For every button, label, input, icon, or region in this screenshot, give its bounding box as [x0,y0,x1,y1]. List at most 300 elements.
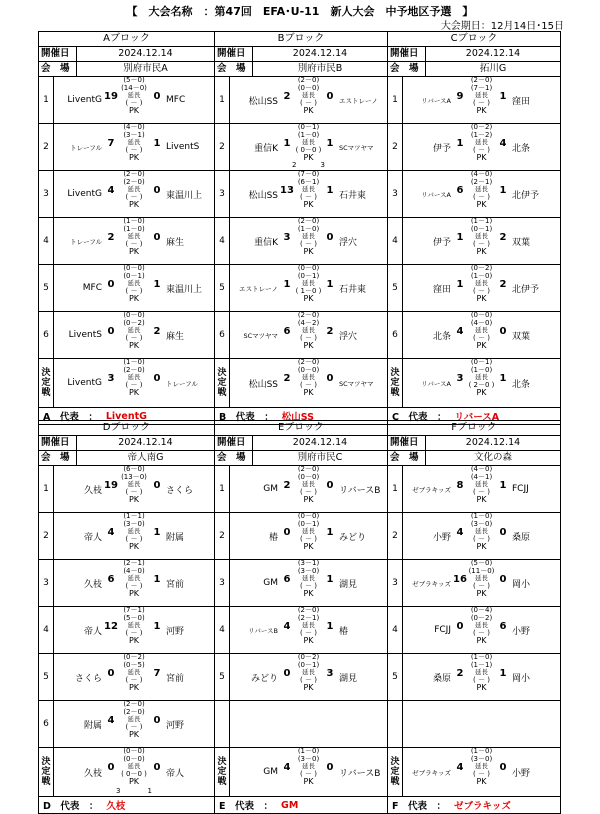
rep-letter: F [392,801,408,812]
match-number: 3 [39,171,54,217]
extra-score: ( － ) [125,239,143,248]
extra-label: 延長 [475,373,488,381]
extra-score: ( － ) [125,487,143,496]
representative-row [39,797,214,813]
match-body [54,466,214,512]
date-value: 2024.12.14 [465,437,521,448]
extra-score: ( － ) [125,628,143,637]
score-left: 6 [283,574,291,585]
pk-label: PK [128,200,140,209]
match-number: 6 [39,312,54,358]
team-left: ゼブラキッズ [412,579,451,588]
pk-label: PK [303,388,314,397]
extra-label: 延長 [302,185,315,193]
match-number: 3 [388,171,403,217]
score-left: 1 [283,279,291,290]
representative-row [388,797,560,813]
first-half: (2－0) [123,170,145,178]
extra-label: 延長 [302,326,315,334]
extra-score: ( － ) [473,534,490,543]
match-body [403,607,560,653]
team-left: LiventG [67,95,102,105]
rep-team: リバースA [454,412,500,423]
block-f [387,420,561,814]
match-body [403,171,560,217]
half-scores [114,124,154,162]
match-body [403,359,560,407]
team-left: 伊予 [432,143,451,154]
match-row [215,607,387,654]
score-left: 0 [283,527,291,538]
match-number: 5 [215,265,230,311]
score-right: 1 [326,574,334,585]
score-left: 19 [104,91,118,102]
pk-label: PK [128,777,140,786]
extra-score: ( － ) [473,192,490,201]
second-half: (7－1) [470,83,493,92]
score-left: 4 [456,762,464,773]
first-half: (2－0) [297,465,320,473]
score-right: 6 [499,621,507,632]
first-half: (2－0) [470,76,493,84]
half-scores [114,701,154,739]
second-half: (3－1) [123,130,145,139]
score-left: 2 [283,91,291,102]
extra-label: 延長 [475,762,488,770]
extra-label: 延長 [475,138,488,146]
pk-label: PK [476,495,487,504]
team-right: 北条 [512,143,531,154]
date-value: 2024.12.14 [465,48,521,59]
date-value: 2024.12.14 [118,48,173,59]
extra-label: 延長 [475,621,488,629]
second-half: (0－1) [297,519,320,528]
team-right: 小野 [512,768,531,779]
match-body [403,466,560,512]
team-right: 湖見 [339,673,358,684]
date-label: 開催日 [388,47,426,61]
representative-row [215,797,387,813]
extra-score: ( － ) [125,581,143,590]
extra-score: ( － ) [300,333,317,342]
pk-label: PK [476,542,487,551]
team-left: トレーフル [70,237,102,246]
rep-label: 代表 ： [59,412,98,423]
team-right: 岡小 [512,673,531,684]
first-half: (1－0) [123,358,145,366]
second-half: (11－0) [468,566,495,575]
pk-label: PK [303,153,314,162]
first-half: (4－0) [123,123,145,131]
first-half: (2－1) [123,559,145,567]
score-right: 1 [326,621,334,632]
score-left: 4 [456,527,464,538]
score-left: 4 [107,185,115,196]
venue-row [388,451,560,466]
team-left: リバースB [248,626,278,635]
extra-label: 延長 [302,527,315,535]
score-right: 1 [499,668,507,679]
half-scores [114,560,154,598]
first-half: (0－2) [297,653,320,661]
final-label: 決 定 戦 [39,359,54,407]
extra-label: 延長 [127,574,141,582]
score-right: 1 [326,527,334,538]
pk-label: PK [476,153,487,162]
score-right: 0 [326,91,334,102]
second-half: (0－1) [297,271,320,280]
match-body [403,265,560,311]
extra-score: ( 0－0 ) [121,769,147,778]
score-right: 1 [499,480,507,491]
score-right: 1 [326,279,334,290]
second-half: (3－0) [297,754,320,763]
score-left: 4 [283,621,291,632]
match-number: 1 [39,77,54,123]
score-left: 4 [283,762,291,773]
match-body [54,607,214,653]
match-body [54,218,214,264]
first-half: (0－2) [123,653,145,661]
match-body [230,124,387,170]
extra-label: 延長 [127,373,141,381]
score-right: 1 [153,138,161,149]
match-row [388,265,560,312]
match-row [39,124,214,171]
match-number: 2 [39,513,54,559]
second-half: (5－0) [123,613,145,622]
extra-label: 延長 [127,91,141,99]
extra-label: 延長 [127,762,141,770]
first-half: (0－4) [470,606,493,614]
extra-score: ( － ) [473,675,490,684]
second-half: (2－0) [123,365,145,374]
match-number: 2 [215,124,230,170]
second-half: (3－0) [470,519,493,528]
pk-label: PK [303,683,314,692]
match-number [215,701,230,747]
pk-label: PK [128,542,140,551]
score-left: 0 [107,326,115,337]
match-body [230,654,387,700]
rep-team: GM [281,799,299,811]
match-number: 1 [215,466,230,512]
extra-score: ( － ) [125,534,143,543]
match-row [215,312,387,359]
half-scores [114,359,154,397]
team-right: 桑原 [512,532,531,543]
score-left: 1 [456,232,464,243]
block-name: Cブロック [388,32,560,47]
final-match [215,359,387,408]
final-match [388,359,560,408]
pk-label: PK [303,294,314,303]
half-scores [114,218,154,256]
date-row [388,47,560,62]
half-scores [114,748,154,786]
team-left: LiventG [67,378,102,388]
team-left: 附属 [83,720,102,731]
match-body [54,654,214,700]
first-half: (2－0) [297,217,320,225]
team-left: FCJJ [434,625,451,635]
team-left: 帝人 [83,626,102,637]
score-right: 0 [326,480,334,491]
rep-label: 代表 ： [408,412,447,423]
team-right: 麻生 [166,331,185,342]
match-row [215,171,387,218]
match-row [388,312,560,359]
team-left: GM [263,484,278,494]
match-row [39,312,214,359]
pk-label: PK [303,589,314,598]
pk-label: PK [476,106,487,115]
match-row [388,513,560,560]
score-left: 0 [107,279,115,290]
second-half: (1－0) [470,271,493,280]
venue-value: 帝人南G [127,452,164,463]
venue-row [388,62,560,77]
extra-score: ( － ) [125,722,143,731]
team-right: LiventS [166,142,200,152]
extra-label: 延長 [475,232,488,240]
match-body [54,312,214,358]
block-name: Dブロック [39,421,214,436]
score-left: 2 [107,232,115,243]
empty-row [215,701,387,748]
score-right: 0 [326,232,334,243]
pk-label: PK [476,294,487,303]
team-right: 附属 [166,532,185,543]
venue-label: 会 場 [39,451,77,465]
team-right: 椿 [339,626,349,637]
extra-score: ( － ) [125,192,143,201]
team-right: 双葉 [512,331,531,342]
extra-label: 延長 [475,668,488,676]
team-left: リバースA [421,96,451,105]
score-right: 1 [153,279,161,290]
pk-label: PK [128,683,140,692]
pk-label: PK [303,542,314,551]
second-half: (4－2) [297,318,320,327]
first-half: (1－0) [470,747,493,755]
match-row [39,466,214,513]
first-half: (7－1) [123,606,145,614]
team-left: ゼブラキッズ [412,485,451,494]
date-row [215,436,387,451]
final-label: 決 定 戦 [215,359,230,407]
venue-value: 別府市民C [297,452,343,463]
score-right: 0 [153,480,161,491]
date-label: 開催日 [39,47,77,61]
extra-label: 延長 [302,279,315,287]
second-half: (2－1) [470,177,493,186]
pk-label: PK [128,589,140,598]
second-half: (0－2) [123,318,145,327]
match-body [230,466,387,512]
match-row [215,466,387,513]
score-right: 1 [153,527,161,538]
team-right: 宮前 [166,673,185,684]
match-row [388,607,560,654]
match-body [230,748,387,796]
team-right: FCJJ [512,484,529,494]
team-right: 浮穴 [339,237,358,248]
score-right: 2 [499,232,507,243]
match-number: 3 [39,560,54,606]
match-number: 5 [39,265,54,311]
score-right: 2 [153,326,161,337]
extra-score: ( － ) [473,628,490,637]
pk-label: PK [476,636,487,645]
score-left: 4 [107,715,115,726]
second-half: (3－0) [297,566,320,575]
half-scores [114,265,154,303]
match-number: 1 [215,77,230,123]
match-number: 6 [388,312,403,358]
extra-label: 延長 [302,138,315,146]
match-row [215,124,387,171]
score-left: 0 [107,762,115,773]
match-row [39,701,214,748]
second-half: (0－0) [297,83,320,92]
match-body [230,77,387,123]
score-right: 0 [153,185,161,196]
venue-value: 別府市民B [297,63,343,74]
first-half: (1－0) [470,512,493,520]
extra-score: ( － ) [300,380,317,389]
match-row [39,171,214,218]
score-left: 3 [107,373,115,384]
match-number [388,701,403,747]
first-half: (5－0) [470,559,493,567]
half-scores [114,654,154,692]
match-row [39,218,214,265]
score-right: 0 [153,715,161,726]
match-row [388,171,560,218]
team-left: 久枝 [83,768,102,779]
score-right: 1 [153,574,161,585]
match-body [230,513,387,559]
extra-score: ( － ) [125,286,143,295]
pk-label: PK [476,200,487,209]
first-half: (1－1) [470,217,493,225]
extra-label: 延長 [302,480,315,488]
team-left: 窪田 [432,284,451,295]
team-left: 椿 [268,532,278,543]
rep-team: 松山SS [281,412,315,423]
team-left: エストレーノ [239,284,278,293]
team-right: SCマツヤマ [339,379,374,388]
pk-label: PK [128,106,140,115]
extra-label: 延長 [127,480,141,488]
venue-row [215,62,387,77]
pk-label: PK [476,777,487,786]
score-right: 0 [153,762,161,773]
half-scores [114,77,154,115]
team-right: エストレーノ [339,96,378,105]
pk-label: PK [476,388,487,397]
second-half: (0－1) [297,660,320,669]
match-body [54,560,214,606]
match-body [230,171,387,217]
rep-letter: E [219,801,235,812]
venue-row [39,451,214,466]
score-left: 13 [280,185,294,196]
extra-score: ( － ) [125,333,143,342]
extra-score: ( － ) [473,581,490,590]
team-left: トレーフル [70,143,102,152]
score-left: 4 [456,326,464,337]
first-half: (0－2) [470,123,493,131]
first-half: (3－1) [297,559,320,567]
extra-label: 延長 [302,762,315,770]
match-row [215,77,387,124]
extra-label: 延長 [127,527,141,535]
match-body [230,607,387,653]
match-row [39,607,214,654]
match-number: 4 [388,607,403,653]
extra-label: 延長 [127,232,141,240]
extra-label: 延長 [475,574,488,582]
pk-score-right: 1 [147,787,152,795]
second-half: (0－5) [123,660,145,669]
match-row [39,654,214,701]
half-scores [114,513,154,551]
first-half: (2－0) [297,311,320,319]
half-scores [114,466,154,504]
score-right: 4 [499,138,507,149]
date-row [39,436,214,451]
match-body [54,171,214,217]
first-half: (1－0) [297,747,320,755]
pk-label: PK [128,294,140,303]
match-body [403,124,560,170]
score-left: 19 [104,480,118,491]
extra-score: ( － ) [300,581,317,590]
pk-score-left: 3 [116,787,121,795]
match-number: 3 [215,560,230,606]
extra-score: ( － ) [473,239,490,248]
team-left: SCマツヤマ [243,331,278,340]
extra-label: 延長 [302,373,315,381]
first-half: (4－0) [470,465,493,473]
pk-label: PK [476,683,487,692]
score-left: 2 [283,373,291,384]
team-right: 湖見 [339,579,358,590]
second-half: (4－0) [470,318,493,327]
extra-label: 延長 [475,326,488,334]
team-right: 麻生 [166,237,185,248]
match-number: 1 [39,466,54,512]
extra-score: ( － ) [300,628,317,637]
match-number: 5 [215,654,230,700]
final-label: 決 定 戦 [39,748,54,796]
match-row [39,560,214,607]
final-match [39,748,214,797]
date-row [39,47,214,62]
score-left: 1 [456,138,464,149]
score-left: 3 [283,232,291,243]
tournament-period: 大会期日：12月14日･15日 [440,21,564,32]
team-right: 帝人 [166,768,185,779]
first-half: (0－0) [470,311,493,319]
extra-score: ( － ) [300,239,317,248]
first-half: (7－0) [297,170,320,178]
match-number: 6 [215,312,230,358]
match-body [230,265,387,311]
team-left: 伊予 [432,237,451,248]
